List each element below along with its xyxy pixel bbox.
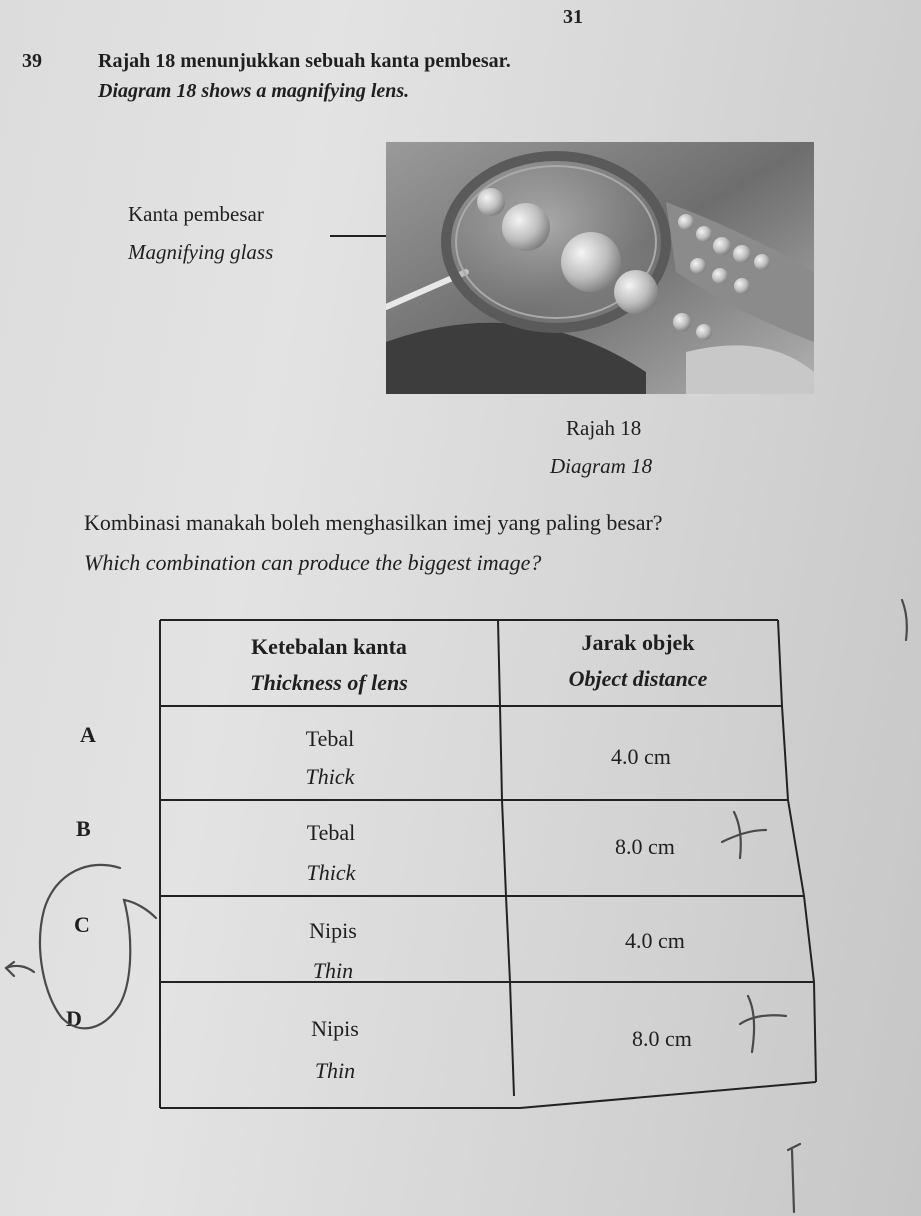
header-distance-malay: Jarak objek [581, 630, 695, 655]
figure-label-english: Magnifying glass [128, 240, 274, 264]
cell-d-distance: 8.0 cm [632, 1026, 692, 1051]
option-label-c[interactable]: C [74, 912, 90, 937]
question-prompt-malay: Kombinasi manakah boleh menghasilkan imej yang paling besar? [84, 510, 663, 535]
cell-d-thickness-english: Thin [314, 1058, 356, 1083]
question-prompt-english: Which combination can produce the biggest image? [84, 550, 542, 575]
header-thickness-english: Thickness of lens [250, 670, 408, 695]
cell-c-thickness-english: Thin [312, 958, 354, 983]
stroke-mark-bottom [788, 1144, 800, 1212]
tick-mark-top [902, 600, 907, 640]
page-number: 31 [563, 6, 583, 28]
header-distance-english: Object distance [568, 666, 708, 691]
cell-d-thickness-malay: Nipis [311, 1016, 359, 1041]
cell-c-distance: 4.0 cm [625, 928, 685, 953]
cell-a-distance: 4.0 cm [611, 744, 671, 769]
cell-b-thickness-english: Thick [306, 860, 356, 885]
figure-label-malay: Kanta pembesar [128, 202, 264, 226]
cell-a-thickness-english: Thick [305, 764, 355, 789]
cell-c-thickness-malay: Nipis [309, 918, 357, 943]
arrow-mark [6, 962, 34, 976]
question-stem-english: Diagram 18 shows a magnifying lens. [98, 80, 410, 102]
diagram-caption-english: Diagram 18 [550, 454, 653, 478]
question-number: 39 [22, 50, 42, 72]
magnifying-glass-photo [386, 142, 814, 394]
magnifying-lens-icon [446, 156, 666, 328]
answer-circle-mark [40, 865, 156, 1028]
cell-a-thickness-malay: Tebal [305, 726, 355, 751]
answer-table [160, 620, 820, 1110]
header-thickness-malay: Ketebalan kanta [251, 634, 407, 659]
option-label-d[interactable]: D [66, 1006, 82, 1031]
option-label-a[interactable]: A [80, 722, 96, 747]
cell-b-thickness-malay: Tebal [306, 820, 356, 845]
diagram-caption-malay: Rajah 18 [566, 416, 642, 440]
option-label-b[interactable]: B [76, 816, 91, 841]
question-stem-malay: Rajah 18 menunjukkan sebuah kanta pembesar. [98, 50, 511, 72]
cell-b-distance: 8.0 cm [615, 834, 675, 859]
